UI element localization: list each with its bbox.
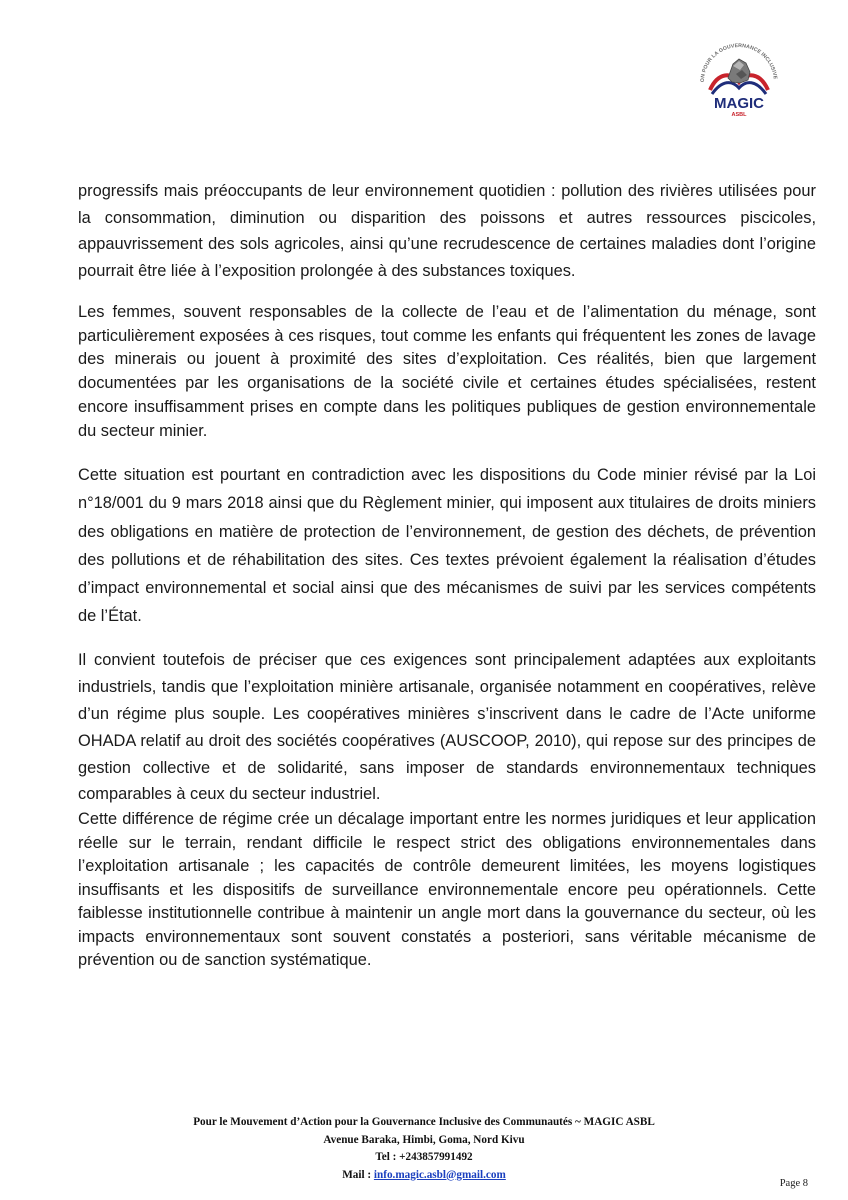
footer-mail (0, 1167, 848, 1185)
logo-arc-text: ON POUR LA GOUVERNANCE INCLUSIVE (699, 42, 778, 83)
footer-phone: Tel : +243857991492 (375, 1151, 473, 1163)
page-footer (0, 1114, 848, 1184)
logo-text: MAGIC (714, 95, 764, 112)
page-number: Page 8 (779, 1178, 808, 1189)
logo-subtext: ASBL (731, 112, 747, 118)
paragraph-5: Cette différence de régime crée un décalage important entre les normes juridiques et leur application réelle sur le terrain, rendant difficile le respect strict des obligations environnementales dans l’exploitation artisanale ; les capacités de contrôle demeurent limitées, les moyens logistiques insuffisants et les dispositifs de surveillance environnementale encore peu opérationnels. Cette faiblesse institutionnelle contribue à maintenir un angle mort dans la gouvernance du secteur, où les impacts environnementaux sont souvent constatés a posteriori, sans véritable mécanisme de prévention ou de sanction systématique. (78, 810, 816, 970)
magic-asbl-logo (692, 28, 786, 122)
footer-organization: Pour le Mouvement d’Action pour la Gouvernance Inclusive des Communautés ~ MAGIC ASBL (193, 1116, 655, 1128)
footer-address: Avenue Baraka, Himbi, Goma, Nord Kivu (323, 1133, 525, 1146)
footer-mail-label: Mail : (342, 1168, 374, 1181)
paragraph-1: progressifs mais préoccupants de leur environnement quotidien : pollution des rivières utilisées pour la consommation, diminution ou disparition des poissons et autres ressources piscicoles, appauvrissement des sols agricoles, ainsi qu’une recrudescence de certaines maladies dont l’origine pourrait être liée à l’exposition prolongée à des substances toxiques. (78, 182, 816, 280)
paragraph-2: Les femmes, souvent responsables de la collecte de l’eau et de l’alimentation du ménage, sont particulièrement exposées à ces risques, tout comme les enfants qui fréquentent les zones de lavage des minerais ou jouent à proximité des sites d’exploitation. Ces réalités, bien que largement documentées par les organisations de la société civile et certaines études spécialisées, restent encore insuffisamment prises en compte dans les politiques publiques de gestion environnementale du secteur minier. (78, 303, 816, 440)
paragraph-3: Cette situation est pourtant en contradiction avec les dispositions du Code minier révisé par la Loi n°18/001 du 9 mars 2018 ainsi que du Règlement minier, qui imposent aux titulaires de droits miniers des obligations en matière de protection de l’environnement, de gestion des déchets, de prévention des pollutions et de réhabilitation des sites. Ces textes prévoient également la réalisation d’études d’impact environnemental et social ainsi que des mécanismes de suivi par les services compétents de l’État. (78, 466, 816, 626)
paragraph-4: Il convient toutefois de préciser que ces exigences sont principalement adaptées aux exploitants industriels, tandis que l’exploitation minière artisanale, organisée notamment en coopératives, relève d’un régime plus souple. Les coopératives minières s’inscrivent dans le cadre de l’Acte uniforme OHADA relatif au droit des sociétés coopératives (AUSCOOP, 2010), qui repose sur des principes de gestion collective et de solidarité, sans imposer de standards environnementaux techniques comparables à ceux du secteur industriel. (78, 651, 816, 804)
document-body (78, 178, 816, 973)
footer-email-link[interactable]: info.magic.asbl@gmail.com (373, 1168, 506, 1181)
